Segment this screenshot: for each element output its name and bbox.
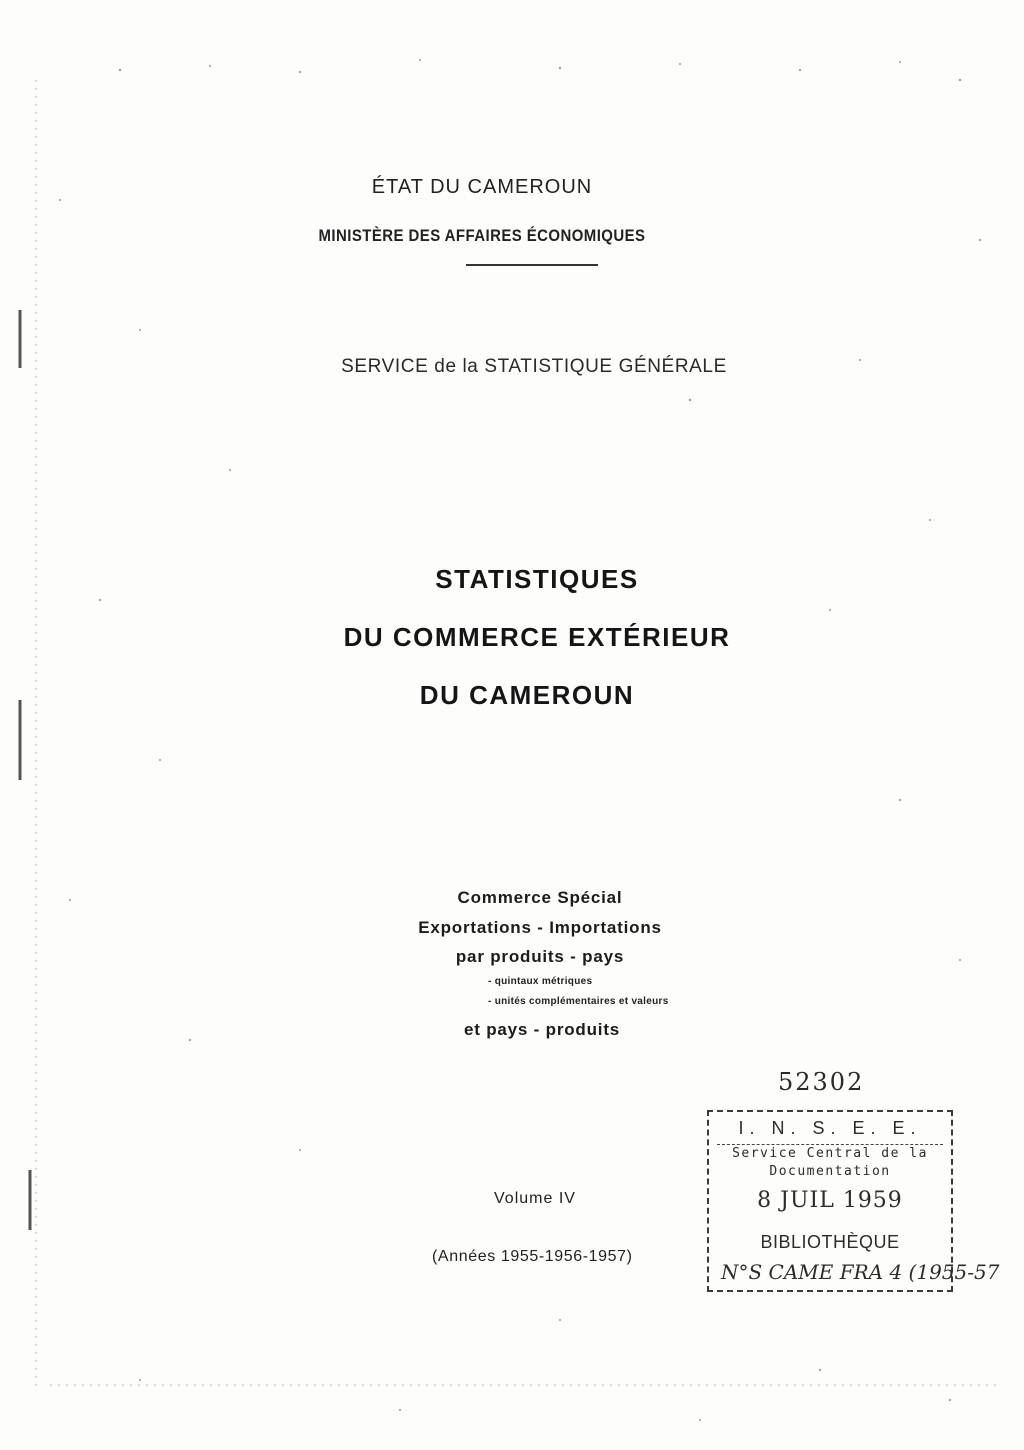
years-label: (Années 1955-1956-1957) [432, 1248, 633, 1265]
title-line-3: DU CAMEROUN [419, 680, 635, 710]
state-name: ÉTAT DU CAMEROUN [371, 176, 593, 198]
service-name: SERVICE de la STATISTIQUE GÉNÉRALE [341, 356, 727, 377]
accession-number: 52302 [778, 1068, 865, 1096]
stamp-library: BIBLIOTHÈQUE [760, 1232, 900, 1252]
ministry-name: MINISTÈRE DES AFFAIRES ÉCONOMIQUES [318, 226, 646, 245]
subtitle-detail-2: - unités complémentaires et valeurs [488, 996, 669, 1007]
stamp-org: I. N. S. E. E. [738, 1118, 922, 1138]
volume-label: Volume IV [494, 1190, 576, 1207]
title-line-2: DU COMMERCE EXTÉRIEUR [343, 622, 731, 652]
subtitle-line-3: par produits - pays [455, 947, 625, 966]
stamp-call-number: N°S CAME FRA 4 (1955-57 [721, 1260, 1000, 1284]
subtitle-line-1: Commerce Spécial [457, 888, 623, 907]
header-divider [466, 264, 598, 266]
subtitle-line-4: et pays - produits [463, 1020, 621, 1039]
stamp-line-1: Service Central de la [732, 1146, 928, 1161]
library-stamp [707, 1110, 1000, 1292]
stamp-date: 8 JUIL 1959 [757, 1188, 903, 1213]
title-line-1: STATISTIQUES [435, 564, 639, 594]
stamp-line-2: Documentation [769, 1164, 891, 1179]
subtitle-detail-1: - quintaux métriques [488, 976, 593, 987]
subtitle-line-2: Exportations - Importations [418, 918, 662, 937]
stamp-divider [717, 1144, 943, 1145]
